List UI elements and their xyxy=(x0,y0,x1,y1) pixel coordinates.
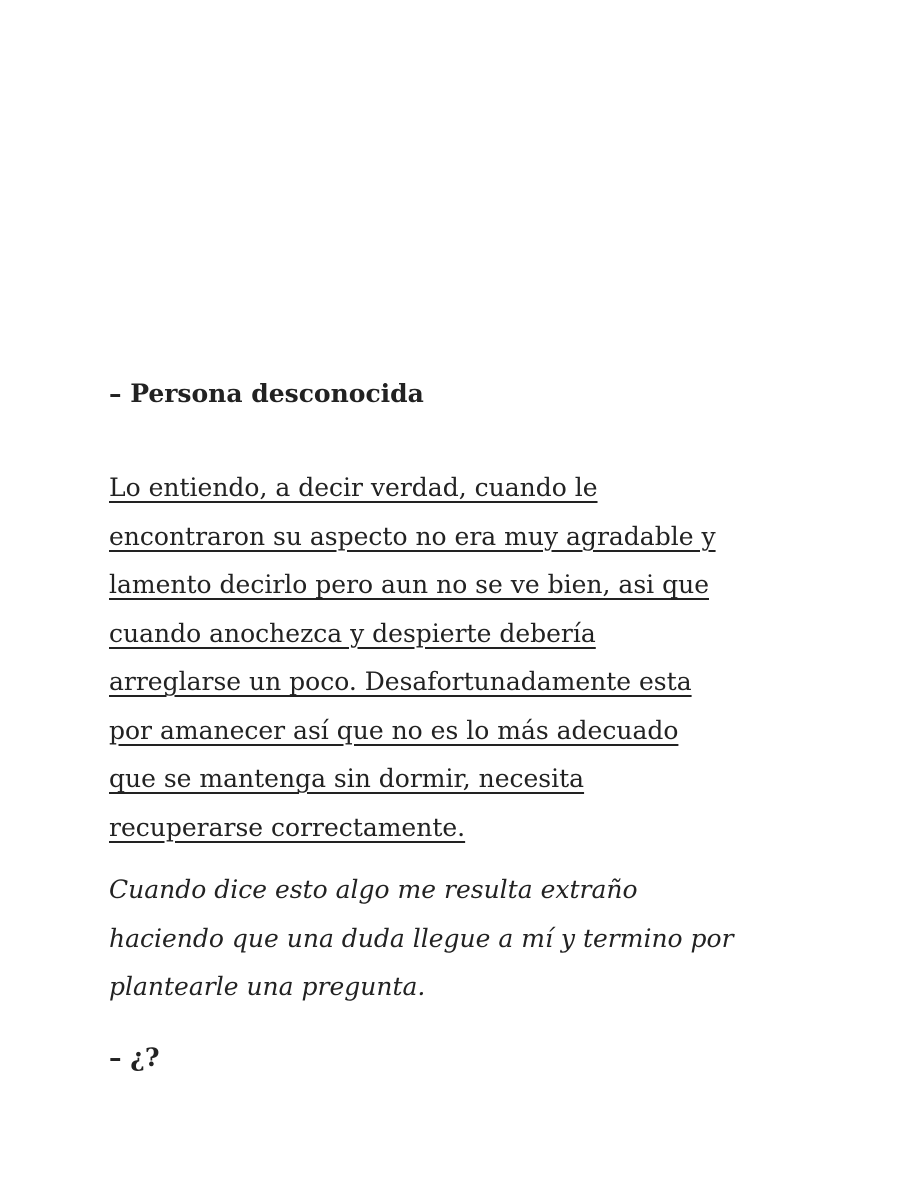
dialogue-line: lamento decirlo pero aun no se ve bien, asi que xyxy=(109,570,709,599)
narration-paragraph xyxy=(109,866,799,1012)
narration-line: haciendo que una duda llegue a mí y termino por xyxy=(109,923,734,953)
dialogue-paragraph xyxy=(109,464,799,852)
dialogue-line: encontraron su aspecto no era muy agradable y xyxy=(109,521,716,551)
speaker-label: – Persona desconocida xyxy=(109,379,424,408)
document-body xyxy=(109,372,799,1080)
narration-line: plantearle una pregunta. xyxy=(109,972,426,1001)
dialogue-line: Lo entiendo, a decir verdad, cuando le xyxy=(109,473,598,502)
dialogue-line: recuperarse correctamente. xyxy=(109,812,466,842)
dialogue-line: arreglarse un poco. Desafortunadamente esta xyxy=(109,667,692,696)
dialogue-line: que se mantenga sin dormir, necesita xyxy=(109,764,585,793)
narration-line: Cuando dice esto algo me resulta extraño xyxy=(109,875,638,904)
dialogue-line: cuando anochezca y despierte debería xyxy=(109,618,596,648)
question-line: – ¿? xyxy=(109,1042,160,1072)
dialogue-line: por amanecer así que no es lo más adecuado xyxy=(109,715,679,745)
